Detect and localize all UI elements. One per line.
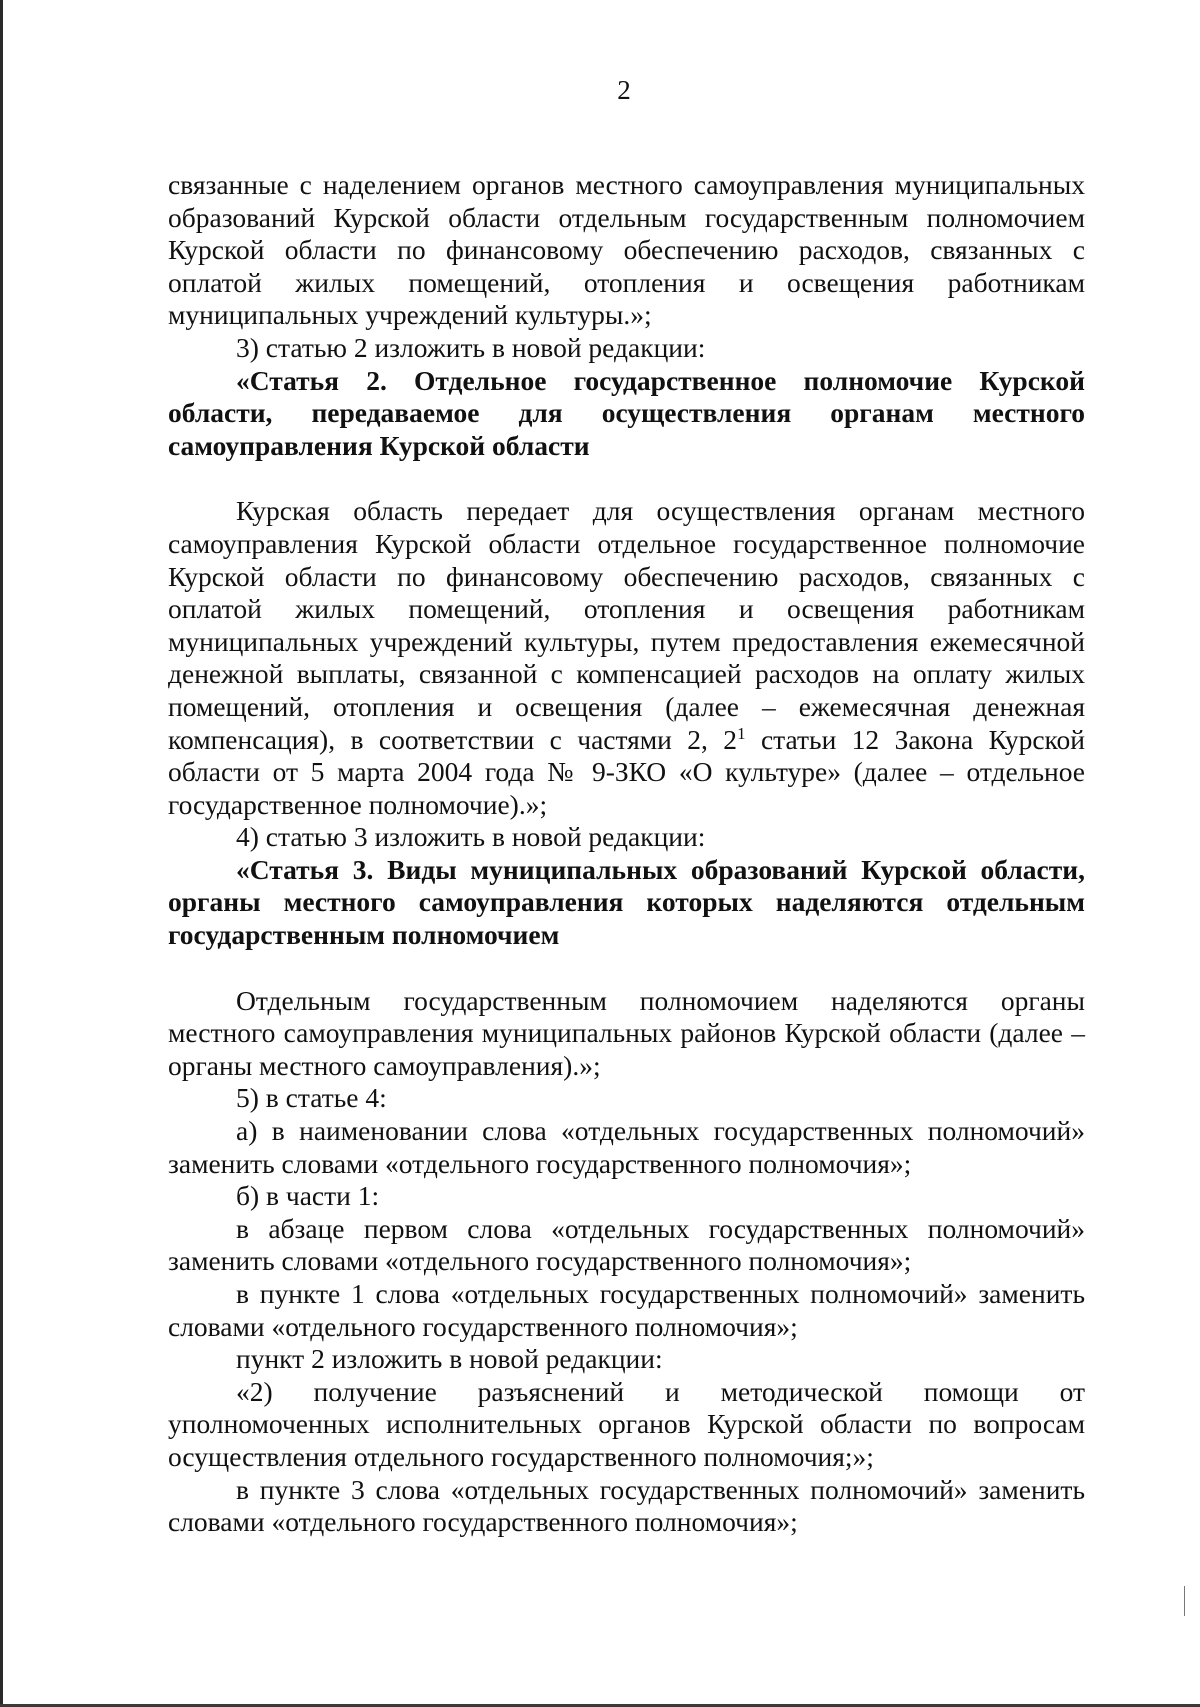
paragraph-subitem-b: б) в части 1: [236,1180,380,1212]
article-2-body-text: Курская область передает для осуществления органам местного самоуправления Курской области отдельное государственное полномочие Курской области по финансовому обеспечению расходов, связанных с оплатой жилых помещений, отопления и освещения работникам муниципальных учреждений культуры, путем предоставления ежемесячной денежной выплаты, связанной с компенсацией расходов на оплату жилых помещений, отопления и освещения (далее – ежемесячная денежная компенсация), в соответствии с частями 2, 2 [168,495,1085,755]
scan-artifact-mark [1184,1586,1185,1616]
paragraph-point-1: в пункте 1 слова «отдельных государственных полномочий» заменить словами «отдельного государственного полномочия»; [168,1278,1085,1342]
superscript: 1 [737,723,746,743]
paragraph-subitem-a: а) в наименовании слова «отдельных государственных полномочий» заменить словами «отдельного государственного полномочия»; [168,1115,1085,1179]
article-3-body: Отдельным государственным полномочием наделяются органы местного самоуправления муниципальных районов Курской области (далее – органы местного самоуправления).»; [168,984,1085,1081]
paragraph-continuation: связанные с наделением органов местного самоуправления муниципальных образований Курской области отдельным государственным полномочием Курской области по финансовому обеспечению расходов, связанных с оплатой жилых помещений, отопления и освещения работникам муниципальных учреждений культуры.»; [168,169,1085,331]
document-body [168,169,1085,1539]
paragraph-first-abzac: в абзаце первом слова «отдельных государственных полномочий» заменить словами «отдельного государственного полномочия»; [168,1212,1085,1277]
article-2-body-text-after: статьи 12 Закона Курской области от 5 марта 2004 года № 9-ЗКО «О культуре» (далее – отдельное государственное полномочие).»; [168,723,1085,820]
paragraph-point-2-text: «2) получение разъяснений и методической помощи от уполномоченных исполнительных органов Курской области по вопросам осуществления отдельного государственного полномочия;»; [168,1375,1085,1472]
scan-left-edge [0,0,3,1707]
article-3-heading: «Статья 3. Виды муниципальных образований Курской области, органы местного самоуправления которых наделяются отдельным государственным полномочием [168,853,1085,951]
paragraph-item-3: 3) статью 2 изложить в новой редакции: [236,331,706,363]
paragraph-item-4: 4) статью 3 изложить в новой редакции: [236,821,706,853]
article-2-heading: «Статья 2. Отдельное государственное полномочие Курской области, передаваемое для осуществления органам местного самоуправления Курской области [168,364,1085,461]
spacer [168,952,1085,985]
paragraph-point-3: в пункте 3 слова «отдельных государственных полномочий» заменить словами «отдельного государственного полномочия»; [168,1473,1085,1538]
page-number: 2 [617,75,631,105]
paragraph-point-2-intro: пункт 2 изложить в новой редакции: [236,1343,663,1375]
paragraph-item-5: 5) в статье 4: [236,1082,387,1114]
article-2-body [168,495,1085,821]
spacer [168,462,1085,495]
